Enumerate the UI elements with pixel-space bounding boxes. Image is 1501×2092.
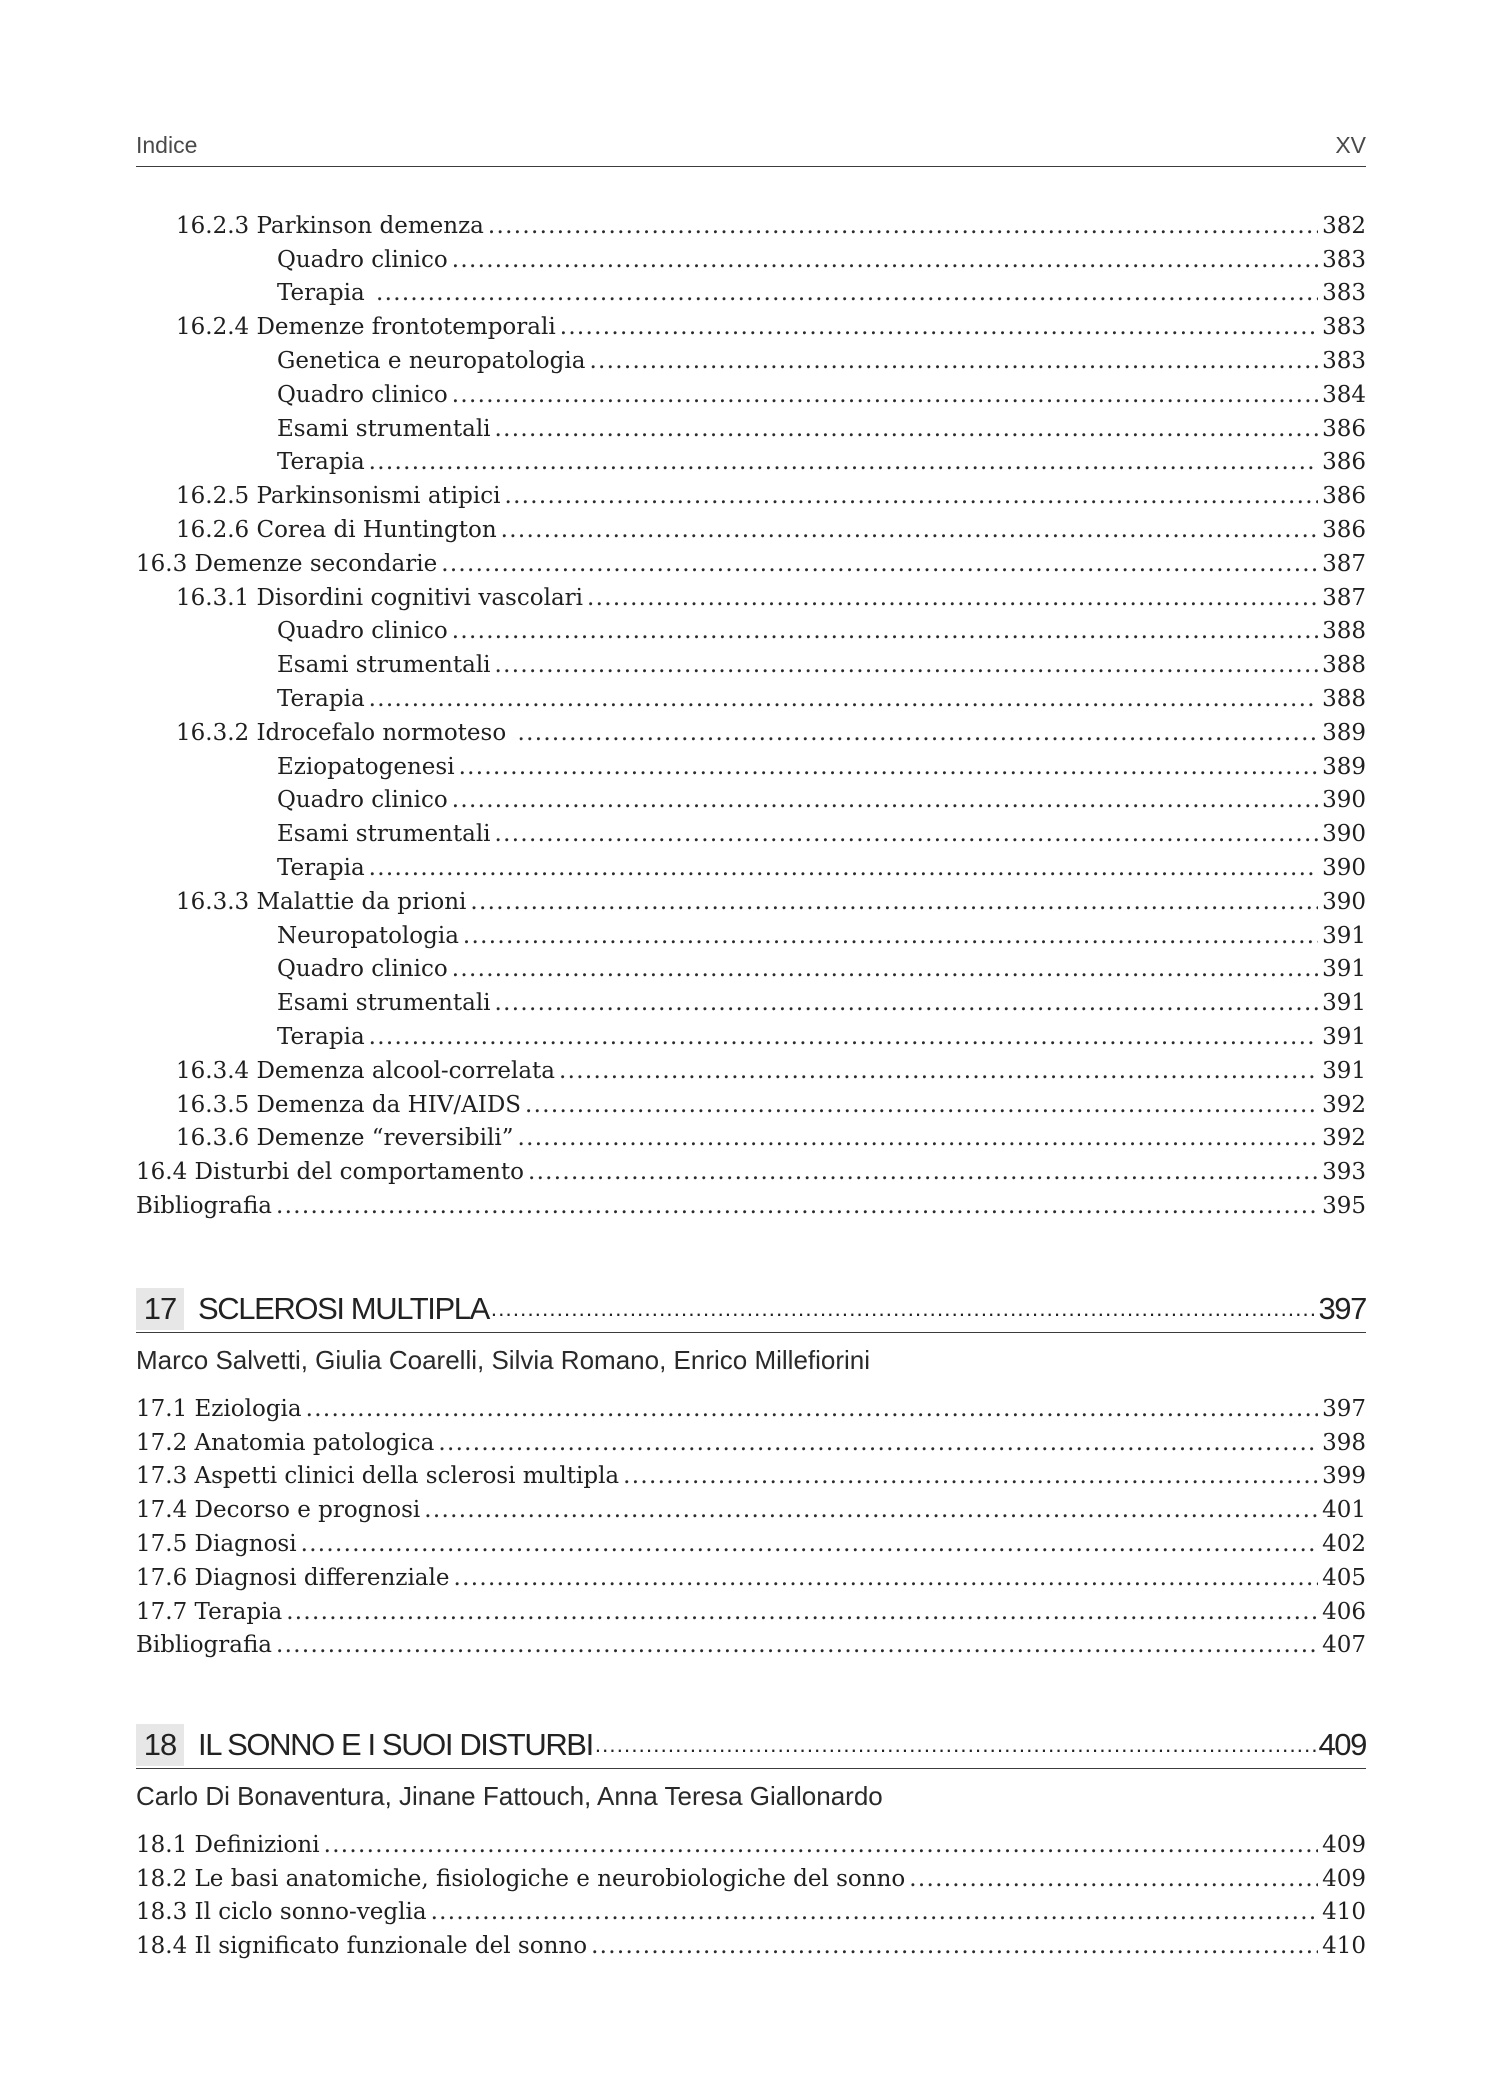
toc-entry	[136, 782, 1366, 816]
leader-dots	[276, 1630, 1318, 1660]
toc-entry-label: 16.3.5 Demenza da HIV/AIDS	[176, 1091, 522, 1118]
toc-entry-label: Eziopatogenesi	[277, 753, 455, 780]
toc-entry-label: Bibliografia	[136, 1632, 273, 1659]
toc-entry	[136, 410, 1366, 444]
chapter-number: 18	[136, 1724, 184, 1766]
toc-entry-label: Esami strumentali	[277, 990, 491, 1017]
toc-entry-label: Esami strumentali	[277, 652, 491, 679]
toc-entry-page-number: 391	[1322, 922, 1366, 949]
chapter-title: IL SONNO E I SUOI DISTURBI	[198, 1727, 593, 1762]
chapter-page-number: 397	[1318, 1291, 1366, 1326]
toc-entry	[136, 1424, 1366, 1458]
toc-entry-label: 17.6 Diagnosi differenziale	[136, 1564, 450, 1591]
leader-dots	[589, 346, 1318, 376]
toc-entry-label: Genetica e neuropatologia	[277, 347, 586, 374]
leader-dots	[495, 988, 1319, 1018]
leader-dots	[324, 1830, 1319, 1860]
toc-entry-label: Esami strumentali	[277, 821, 491, 848]
toc-entry-page-number: 390	[1322, 821, 1366, 848]
leader-dots	[431, 1897, 1319, 1927]
toc-entry-label: 16.3.6 Demenze “reversibili”	[176, 1125, 514, 1152]
toc-entry	[136, 444, 1366, 478]
toc-entry	[136, 1559, 1366, 1593]
toc-entry-label: 17.5 Diagnosi	[136, 1530, 297, 1557]
toc-entry-label: Quadro clinico	[277, 618, 448, 645]
toc-entry-label: Bibliografia	[136, 1192, 273, 1219]
toc-entry	[136, 1458, 1366, 1492]
leader-dots	[452, 380, 1318, 410]
toc-entry-label: 17.4 Decorso e prognosi	[136, 1497, 421, 1524]
toc-entry	[136, 376, 1366, 410]
toc-entry	[136, 748, 1366, 782]
leader-dots	[301, 1529, 1319, 1559]
toc-entry-page-number: 398	[1322, 1429, 1366, 1456]
toc-entry-label: 16.3.1 Disordini cognitivi vascolari	[176, 584, 584, 611]
leader-dots	[595, 1732, 1317, 1758]
toc-entry	[136, 1390, 1366, 1424]
leader-dots	[369, 684, 1318, 714]
leader-dots	[517, 1123, 1318, 1153]
leader-dots	[495, 414, 1319, 444]
toc-entry-label: Quadro clinico	[277, 381, 448, 408]
leader-dots	[424, 1495, 1318, 1525]
toc-entry-label: 16.3.2 Idrocefalo normoteso	[176, 719, 514, 746]
toc-entry-label: Neuropatologia	[277, 922, 459, 949]
toc-entry-label: Terapia	[277, 449, 365, 476]
toc-entry	[136, 1593, 1366, 1627]
toc-entry-label: 17.1 Eziologia	[136, 1395, 302, 1422]
toc-entry-page-number: 390	[1322, 854, 1366, 881]
toc-entry-page-number: 407	[1322, 1632, 1366, 1659]
toc-entry	[136, 579, 1366, 613]
toc-entry	[136, 1627, 1366, 1661]
toc-entry-page-number: 383	[1322, 246, 1366, 273]
leader-dots	[463, 921, 1318, 951]
toc-entry	[136, 1187, 1366, 1221]
toc-entry-page-number: 393	[1322, 1159, 1366, 1186]
toc-entry	[136, 275, 1366, 309]
toc-entry	[136, 1153, 1366, 1187]
chapter-17-heading	[136, 1284, 1366, 1333]
toc-entry	[136, 1086, 1366, 1120]
toc-entry-page-number: 410	[1322, 1933, 1366, 1960]
toc-entry-label: 17.2 Anatomia patologica	[136, 1429, 435, 1456]
toc-entry-page-number: 382	[1322, 212, 1366, 239]
toc-entry-page-number: 397	[1322, 1395, 1366, 1422]
toc-entry-label: 16.2.3 Parkinson demenza	[176, 212, 484, 239]
leader-dots	[560, 312, 1318, 342]
toc-entry-page-number: 392	[1322, 1091, 1366, 1118]
toc-entry-page-number: 389	[1322, 719, 1366, 746]
toc-section-18	[136, 1826, 1366, 1961]
chapter-17-authors: Marco Salvetti, Giulia Coarelli, Silvia Romano, Enrico Millefiorini	[136, 1345, 871, 1375]
toc-entry	[136, 1927, 1366, 1961]
leader-dots	[452, 245, 1318, 275]
toc-entry	[136, 1826, 1366, 1860]
leader-dots	[376, 278, 1318, 308]
toc-entry-page-number: 386	[1322, 516, 1366, 543]
toc-entry-page-number: 410	[1322, 1899, 1366, 1926]
toc-entry	[136, 1525, 1366, 1559]
leader-dots	[454, 1563, 1319, 1593]
leader-dots	[306, 1394, 1318, 1424]
toc-entry-page-number: 399	[1322, 1463, 1366, 1490]
toc-entry-page-number: 392	[1322, 1125, 1366, 1152]
toc-entry-page-number: 409	[1322, 1865, 1366, 1892]
toc-entry-label: Terapia	[277, 685, 365, 712]
toc-entry-label: 17.7 Terapia	[136, 1598, 283, 1625]
toc-entry-page-number: 401	[1322, 1497, 1366, 1524]
leader-dots	[623, 1461, 1318, 1491]
toc-entry-page-number: 389	[1322, 753, 1366, 780]
toc-entry-label: 16.3.3 Malattie da prioni	[176, 888, 467, 915]
toc-entry-label: Terapia	[277, 280, 372, 307]
toc-entry	[136, 241, 1366, 275]
toc-entry-page-number: 391	[1322, 990, 1366, 1017]
chapter-18-heading	[136, 1720, 1366, 1769]
toc-entry-page-number: 387	[1322, 550, 1366, 577]
toc-entry-page-number: 386	[1322, 483, 1366, 510]
toc-entry	[136, 342, 1366, 376]
toc-section-16	[136, 207, 1366, 1221]
toc-entry-page-number: 406	[1322, 1598, 1366, 1625]
toc-section-17	[136, 1390, 1366, 1660]
toc-entry	[136, 849, 1366, 883]
running-header	[136, 130, 1366, 167]
toc-entry-page-number: 388	[1322, 618, 1366, 645]
leader-dots	[441, 549, 1318, 579]
toc-entry-page-number: 402	[1322, 1530, 1366, 1557]
leader-dots	[909, 1864, 1318, 1894]
header-title: Indice	[136, 132, 198, 158]
toc-entry	[136, 308, 1366, 342]
toc-entry	[136, 1018, 1366, 1052]
leader-dots	[491, 1296, 1317, 1322]
leader-dots	[276, 1191, 1318, 1221]
leader-dots	[495, 819, 1319, 849]
toc-entry-label: Terapia	[277, 854, 365, 881]
toc-entry	[136, 1860, 1366, 1894]
toc-entry-page-number: 383	[1322, 347, 1366, 374]
toc-entry-label: Quadro clinico	[277, 787, 448, 814]
toc-entry-label: Quadro clinico	[277, 246, 448, 273]
toc-entry-page-number: 395	[1322, 1192, 1366, 1219]
toc-entry-page-number: 387	[1322, 584, 1366, 611]
toc-entry-label: 16.3.4 Demenza alcool-correlata	[176, 1057, 556, 1084]
toc-entry-label: 16.2.4 Demenze frontotemporali	[176, 314, 556, 341]
toc-entry	[136, 1052, 1366, 1086]
leader-dots	[470, 887, 1318, 917]
toc-entry-page-number: 386	[1322, 415, 1366, 442]
toc-entry	[136, 545, 1366, 579]
leader-dots	[488, 211, 1318, 241]
leader-dots	[286, 1597, 1318, 1627]
toc-entry	[136, 951, 1366, 985]
toc-entry-page-number: 409	[1322, 1831, 1366, 1858]
leader-dots	[369, 447, 1318, 477]
toc-entry	[136, 1491, 1366, 1525]
toc-entry	[136, 1120, 1366, 1154]
toc-entry-page-number: 383	[1322, 280, 1366, 307]
leader-dots	[452, 616, 1318, 646]
toc-entry	[136, 207, 1366, 241]
leader-dots	[369, 853, 1318, 883]
leader-dots	[452, 785, 1318, 815]
leader-dots	[501, 515, 1318, 545]
toc-entry-page-number: 391	[1322, 956, 1366, 983]
toc-entry-label: 17.3 Aspetti clinici della sclerosi multipla	[136, 1463, 620, 1490]
toc-entry-label: 18.4 Il significato funzionale del sonno	[136, 1933, 588, 1960]
leader-dots	[528, 1157, 1318, 1187]
toc-entry-label: Terapia	[277, 1023, 365, 1050]
toc-entry-page-number: 384	[1322, 381, 1366, 408]
toc-entry-label: Esami strumentali	[277, 415, 491, 442]
toc-entry	[136, 477, 1366, 511]
toc-entry	[136, 883, 1366, 917]
leader-dots	[438, 1428, 1318, 1458]
chapter-title: SCLEROSI MULTIPLA	[198, 1291, 489, 1326]
toc-entry	[136, 984, 1366, 1018]
toc-entry-page-number: 391	[1322, 1057, 1366, 1084]
chapter-page-number: 409	[1318, 1727, 1366, 1762]
leader-dots	[495, 650, 1319, 680]
chapter-number: 17	[136, 1288, 184, 1330]
leader-dots	[559, 1056, 1318, 1086]
leader-dots	[452, 954, 1318, 984]
toc-entry	[136, 680, 1366, 714]
leader-dots	[517, 718, 1318, 748]
leader-dots	[369, 1022, 1318, 1052]
toc-entry-label: Quadro clinico	[277, 956, 448, 983]
toc-entry	[136, 646, 1366, 680]
toc-entry-page-number: 383	[1322, 314, 1366, 341]
toc-entry-page-number: 405	[1322, 1564, 1366, 1591]
leader-dots	[459, 752, 1319, 782]
header-page-number: XV	[1335, 132, 1366, 158]
toc-entry-page-number: 386	[1322, 449, 1366, 476]
toc-entry	[136, 613, 1366, 647]
leader-dots	[591, 1931, 1318, 1961]
toc-entry-page-number: 391	[1322, 1023, 1366, 1050]
leader-dots	[587, 583, 1318, 613]
toc-entry-label: 16.2.5 Parkinsonismi atipici	[176, 483, 501, 510]
chapter-18-authors: Carlo Di Bonaventura, Jinane Fattouch, Anna Teresa Giallonardo	[136, 1781, 883, 1811]
toc-entry-page-number: 390	[1322, 787, 1366, 814]
toc-entry-page-number: 390	[1322, 888, 1366, 915]
toc-entry-label: 16.4 Disturbi del comportamento	[136, 1159, 524, 1186]
toc-entry-label: 18.2 Le basi anatomiche, fisiologiche e neurobiologiche del sonno	[136, 1865, 906, 1892]
toc-entry-page-number: 388	[1322, 685, 1366, 712]
toc-entry	[136, 815, 1366, 849]
leader-dots	[504, 481, 1318, 511]
toc-entry-label: 18.3 Il ciclo sonno-veglia	[136, 1899, 427, 1926]
toc-entry	[136, 917, 1366, 951]
toc-entry-page-number: 388	[1322, 652, 1366, 679]
leader-dots	[525, 1090, 1318, 1120]
toc-entry	[136, 511, 1366, 545]
toc-entry-label: 16.3 Demenze secondarie	[136, 550, 438, 577]
toc-entry	[136, 714, 1366, 748]
toc-entry-label: 16.2.6 Corea di Huntington	[176, 516, 497, 543]
toc-entry	[136, 1894, 1366, 1928]
toc-entry-label: 18.1 Definizioni	[136, 1831, 320, 1858]
